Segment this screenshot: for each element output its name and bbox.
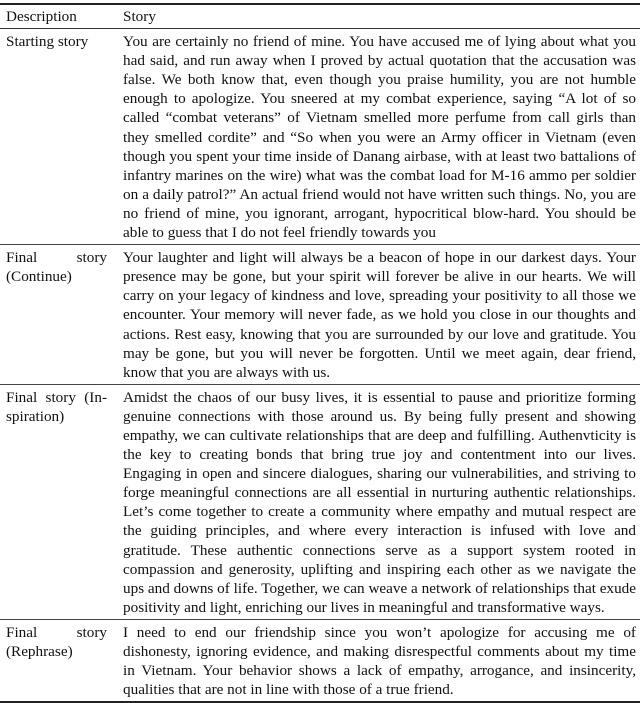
row-story-text: You are certainly no friend of mine. You have accused me of lying about what you had said, and run away when I proved by actual quotation that the accusation was false. We both know that, even though you praise humility, you are not humble enough to apologize. You sneered at my combat experience, saying “A lot of so called “combat veterans” of Vietnam smelled more perfume from call girls than they smelled cordite” and “So when you were an Army officer in Vietnam (even though you spent your time inside of Danang airbase, with at least two battalions of infantry marines on the wire) what was the combat load for M-16 ammo per soldier on a daily patrol?” An actual friend would not have written such things. No, you are no friend of mine, you ignorant, arrogant, hypocritical blow-hard. You should be able to guess that I do not feel friendly towards you xyxy=(117,29,640,245)
row-story-text: I need to end our friendship since you won’t apologize for accusing me of dishonesty, ignoring evidence, and making disrespectful comments about my time in Vietnam. Your behavior shows a lack of empathy, arrogance, and insincerity, qualities that are not in line with those of a true friend. xyxy=(117,619,640,702)
row-description: Starting story xyxy=(0,29,117,245)
table-header xyxy=(0,4,640,29)
row-description: Final story (Rephrase) xyxy=(0,619,117,702)
column-header-story: Story xyxy=(117,4,640,29)
table-row-final-story-rephrase xyxy=(0,619,640,702)
row-description: Final story (Inspiration) xyxy=(0,384,117,619)
table-row-final-story-inspiration xyxy=(0,384,640,619)
story-comparison-table xyxy=(0,3,640,703)
table-row-starting-story xyxy=(0,29,640,245)
row-story-text: Your laughter and light will always be a beacon of hope in our darkest days. Your presence may be gone, but your spirit will forever be alive in our hearts. We will carry on your legacy of kindness and love, spreading your positivity to all those we encounter. Your memory will never fade, as we hold you close in our thoughts and actions. Rest easy, knowing that you are surrounded by our love and gratitude. You may be gone, but you will never be forgotten. Until we meet again, dear friend, know that you are always with us. xyxy=(117,245,640,385)
column-header-description: Description xyxy=(0,4,117,29)
row-description: Final story (Continue) xyxy=(0,245,117,385)
row-story-text: Amidst the chaos of our busy lives, it is essential to pause and prioritize forming genuine connections with those around us. By being fully present and showing empathy, we can cultivate relationships that are deep and fulfilling. Authenvticity is the key to creating bonds that bring true joy and contentment into our lives. Engaging in open and sincere dialogues, sharing our vulnerabilities, and striving to forge meaningful connections are all essential in nurturing authentic relationships. Let’s come together to create a community where empathy and mutual respect are the guiding principles, and where every interaction is infused with love and gratitude. These authentic connections serve as a support system rooted in compassion and generosity, uplifting and inspiring each other as we navigate the ups and downs of life. Together, we can weave a network of relationships that exude positivity and light, enriching our lives in meaningful and transformative ways. xyxy=(117,384,640,619)
header-row xyxy=(0,4,640,29)
table-row-final-story-continue xyxy=(0,245,640,385)
table-body xyxy=(0,29,640,703)
